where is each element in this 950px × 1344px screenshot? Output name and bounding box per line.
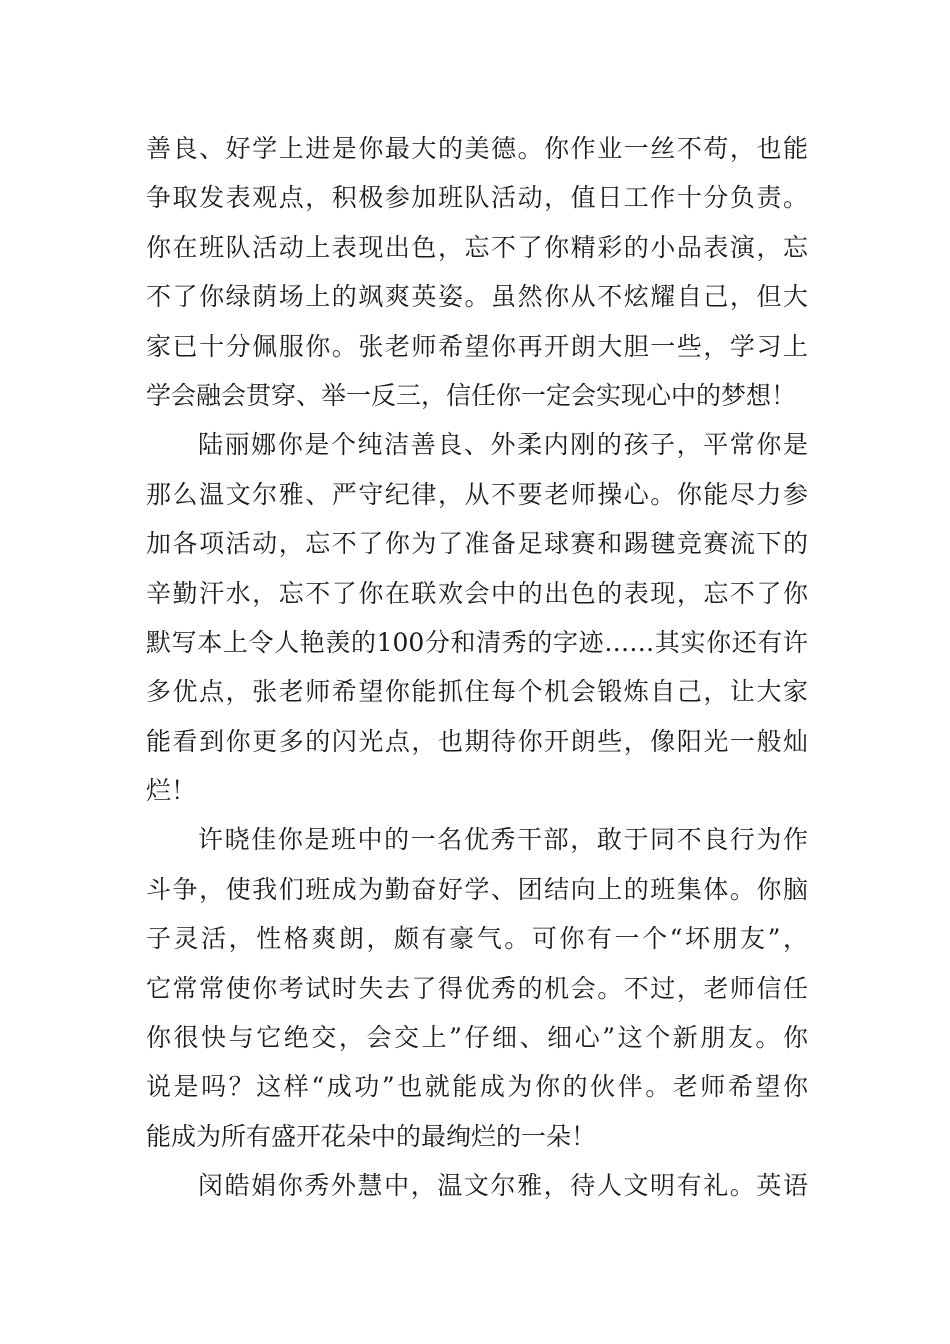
text-line: 多优点，张老师希望你能抓住每个机会锻炼自己，让大家 bbox=[146, 677, 808, 707]
text-line: 烂！ bbox=[146, 776, 197, 806]
text-line: 加各项活动，忘不了你为了准备足球赛和踢毽竞赛流下的 bbox=[146, 529, 808, 559]
text-line: 斗争，使我们班成为勤奋好学、团结向上的班集体。你脑 bbox=[146, 874, 808, 904]
paragraph-2 bbox=[146, 420, 808, 815]
text-line: 你很快与它绝交，会交上”仔细、细心”这个新朋友。你 bbox=[146, 1023, 808, 1053]
text-line: 那么温文尔雅、严守纪律，从不要老师操心。你能尽力参 bbox=[146, 479, 808, 509]
text-line: 你在班队活动上表现出色，忘不了你精彩的小品表演，忘 bbox=[146, 232, 808, 262]
text-line: 辛勤汗水，忘不了你在联欢会中的出色的表现，忘不了你 bbox=[146, 578, 808, 608]
paragraph-4 bbox=[146, 1161, 808, 1210]
text-line: 能看到你更多的闪光点，也期待你开朗些，像阳光一般灿 bbox=[146, 726, 808, 756]
text-line: 它常常使你考试时失去了得优秀的机会。不过，老师信任 bbox=[146, 973, 808, 1003]
text-line: 默写本上令人艳羡的100分和清秀的字迹……其实你还有许 bbox=[146, 627, 808, 657]
text-line: 陆丽娜你是个纯洁善良、外柔内刚的孩子，平常你是 bbox=[198, 430, 808, 460]
text-line: 说是吗？这样“成功”也就能成为你的伙伴。老师希望你 bbox=[146, 1072, 808, 1102]
text-line: 能成为所有盛开花朵中的最绚烂的一朵！ bbox=[146, 1121, 597, 1151]
text-line: 善良、好学上进是你最大的美德。你作业一丝不苟，也能 bbox=[146, 134, 808, 163]
document-body bbox=[146, 124, 808, 1211]
text-line: 家已十分佩服你。张老师希望你再开朗大胆一些，学习上 bbox=[146, 331, 808, 361]
paragraph-1 bbox=[146, 124, 808, 420]
text-line: 子灵活，性格爽朗，颇有豪气。可你有一个“坏朋友”， bbox=[146, 924, 808, 954]
text-line: 争取发表观点，积极参加班队活动，值日工作十分负责。 bbox=[146, 183, 808, 213]
text-line: 学会融会贯穿、举一反三，信任你一定会实现心中的梦想！ bbox=[146, 380, 797, 410]
text-line: 许晓佳你是班中的一名优秀干部，敢于同不良行为作 bbox=[198, 825, 808, 855]
paragraph-3 bbox=[146, 815, 808, 1161]
text-line: 闵皓娟你秀外慧中，温文尔雅，待人文明有礼。英语 bbox=[198, 1171, 808, 1201]
text-line: 不了你绿荫场上的飒爽英姿。虽然你从不炫耀自己，但大 bbox=[146, 282, 808, 312]
